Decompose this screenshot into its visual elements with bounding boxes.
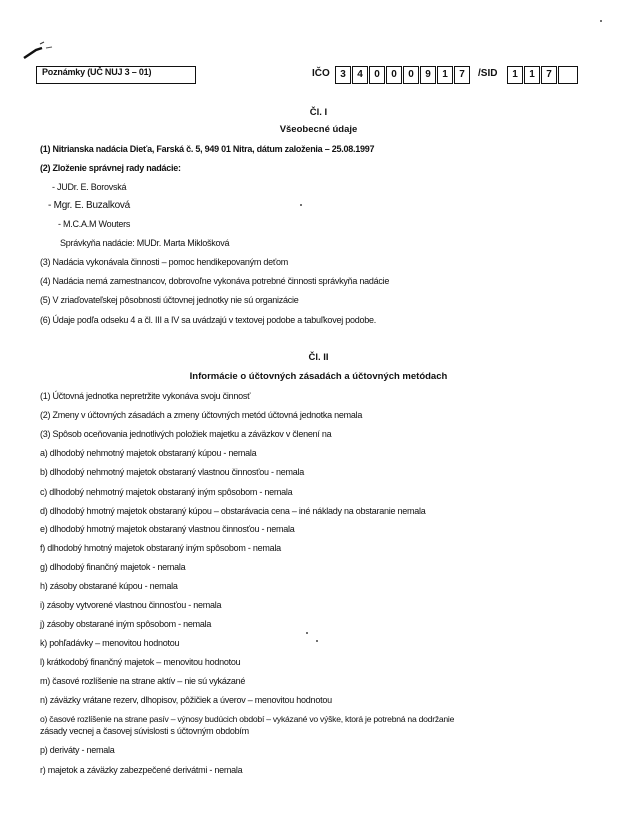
sid-digit: 1 bbox=[507, 66, 523, 84]
section2-line: d) dlhodobý hmotný majetok obstaraný kúpou – obstarávacia cena – iné náklady na obstaranie nemala bbox=[40, 506, 426, 516]
section2-line: m) časové rozlíšenie na strane aktív – nie sú vykázané bbox=[40, 676, 246, 686]
section1-heading: Čl. I bbox=[309, 107, 328, 118]
section2-line: f) dlhodobý hmotný majetok obstaraný iným spôsobom - nemala bbox=[40, 543, 281, 553]
scan-speck bbox=[316, 640, 318, 642]
section2-line: zásady vecnej a časovej súvislosti s účtovným obdobím bbox=[40, 726, 249, 736]
ico-digit: 0 bbox=[403, 66, 419, 84]
ico-digits bbox=[335, 66, 471, 84]
ico-digit: 0 bbox=[369, 66, 385, 84]
notes-label: Poznámky (UČ NUJ 3 – 01) bbox=[42, 67, 152, 77]
section1-line: (3) Nadácia vykonávala činnosti – pomoc hendikepovaným deťom bbox=[40, 257, 289, 267]
section2-line: o) časové rozlíšenie na strane pasív – výnosy budúcich období – vykázané vo výške, ktorá je potrebná na dodržanie bbox=[40, 714, 455, 724]
section2-line: r) majetok a záväzky zabezpečené derivátmi - nemala bbox=[40, 765, 243, 775]
ico-digit: 4 bbox=[352, 66, 368, 84]
section2-line: g) dlhodobý finančný majetok - nemala bbox=[40, 562, 186, 572]
section2-line: (3) Spôsob oceňovania jednotlivých položiek majetku a záväzkov v členení na bbox=[40, 429, 332, 439]
sid-digit-empty bbox=[558, 66, 578, 84]
section1-line: - Mgr. E. Buzalková bbox=[48, 200, 130, 211]
section2-line: k) pohľadávky – menovitou hodnotou bbox=[40, 638, 180, 648]
section1-line: - M.C.A.M Wouters bbox=[58, 219, 131, 229]
section2-line: h) zásoby obstarané kúpou - nemala bbox=[40, 581, 178, 591]
section1-line: Správkyňa nadácie: MUDr. Marta Miklošková bbox=[60, 238, 230, 248]
scan-speck bbox=[306, 632, 308, 634]
section2-heading: Čl. II bbox=[308, 352, 329, 363]
section1-line: (1) Nitrianska nadácia Dieťa, Farská č. 5, 949 01 Nitra, dátum založenia – 25.08.1997 bbox=[40, 144, 375, 154]
ico-label: IČO bbox=[312, 68, 330, 79]
section2-line: (2) Zmeny v účtovných zásadách a zmeny účtovných metód účtovná jednotka nemala bbox=[40, 410, 363, 420]
ico-digit: 0 bbox=[386, 66, 402, 84]
section2-line: l) krátkodobý finančný majetok – menovitou hodnotou bbox=[40, 657, 241, 667]
scan-speck bbox=[300, 204, 302, 206]
ico-digit: 9 bbox=[420, 66, 436, 84]
section2-line: p) deriváty - nemala bbox=[40, 745, 115, 755]
section2-line: j) zásoby obstarané iným spôsobom - nemala bbox=[40, 619, 212, 629]
sid-digit: 7 bbox=[541, 66, 557, 84]
section2-subheading: Informácie o účtovných zásadách a účtovných metódach bbox=[189, 371, 448, 382]
scan-speck bbox=[600, 20, 602, 22]
section1-line: (6) Údaje podľa odseku 4 a čl. III a IV sa uvádzajú v textovej podobe a tabuľkovej podobe. bbox=[40, 315, 376, 325]
section1-line: (4) Nadácia nemá zamestnancov, dobrovoľne vykonáva potrebné činnosti správkyňa nadácie bbox=[40, 276, 390, 286]
section1-subheading: Všeobecné údaje bbox=[279, 124, 358, 135]
section1-line: - JUDr. E. Borovská bbox=[52, 182, 127, 192]
section2-line: (1) Účtovná jednotka nepretržite vykonáva svoju činnosť bbox=[40, 391, 251, 401]
section2-line: b) dlhodobý nehmotný majetok obstaraný vlastnou činnosťou - nemala bbox=[40, 467, 305, 477]
section2-line: a) dlhodobý nehmotný majetok obstaraný kúpou - nemala bbox=[40, 448, 257, 458]
section2-line: c) dlhodobý nehmotný majetok obstaraný iným spôsobom - nemala bbox=[40, 487, 293, 497]
section1-line: (5) V zriaďovateľskej pôsobnosti účtovnej jednotky nie sú organizácie bbox=[40, 295, 299, 305]
section1-line: (2) Zloženie správnej rady nadácie: bbox=[40, 163, 181, 173]
section2-line: n) záväzky vrátane rezerv, dlhopisov, pôžičiek a úverov – menovitou hodnotou bbox=[40, 695, 332, 705]
sid-digit: 1 bbox=[524, 66, 540, 84]
pen-mark-icon bbox=[22, 38, 62, 62]
ico-digit: 3 bbox=[335, 66, 351, 84]
ico-digit: 1 bbox=[437, 66, 453, 84]
sid-digits bbox=[507, 66, 579, 84]
section2-line: i) zásoby vytvorené vlastnou činnosťou - nemala bbox=[40, 600, 222, 610]
sid-label: /SID bbox=[478, 68, 498, 79]
section2-line: e) dlhodobý hmotný majetok obstaraný vlastnou činnosťou - nemala bbox=[40, 524, 295, 534]
ico-digit: 7 bbox=[454, 66, 470, 84]
